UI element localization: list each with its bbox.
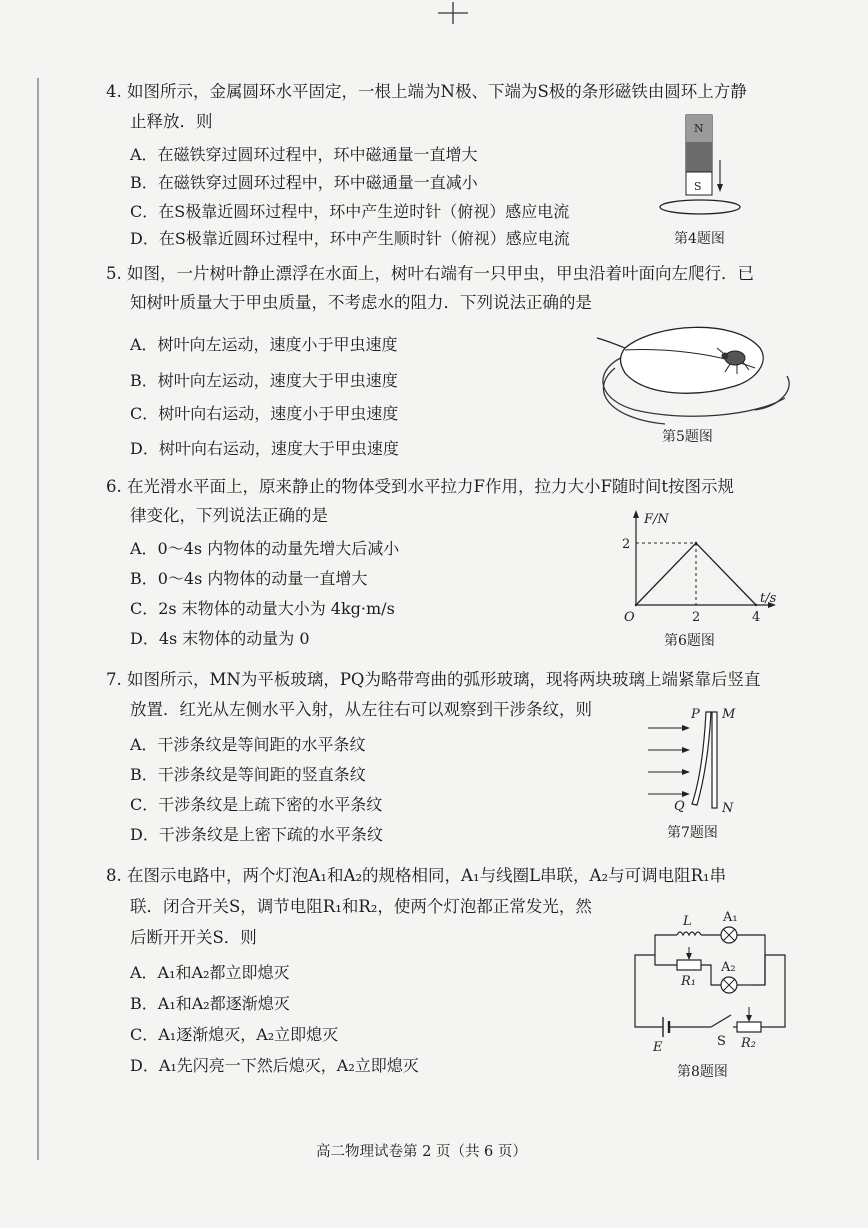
question-4-line-2: 止释放．则	[130, 112, 213, 131]
question-5-option-b: B．树叶向左运动，速度大于甲虫速度	[130, 371, 398, 390]
water-ripple-3	[755, 376, 789, 410]
x-tick-label-1: 4	[752, 610, 761, 625]
figure-7-glass-plates	[640, 700, 760, 820]
question-7-option-b: B．干涉条纹是等间距的竖直条纹	[130, 765, 366, 784]
question-8-option-d: D．A₁先闪亮一下然后熄灭，A₂立即熄灭	[130, 1056, 419, 1075]
leaf-stem	[597, 338, 625, 348]
question-5-line-2: 知树叶质量大于甲虫质量，不考虑水的阻力．下列说法正确的是	[130, 293, 592, 312]
question-4-option-c: C．在S极靠近圆环过程中，环中产生逆时针（俯视）感应电流	[130, 202, 570, 221]
curved-glass-pq	[692, 712, 711, 805]
figure-7-caption: 第7题图	[667, 825, 718, 841]
lamp-a2-icon	[721, 977, 737, 993]
question-8-option-a: A．A₁和A₂都立即熄灭	[130, 963, 290, 982]
figure-8-circuit	[625, 905, 795, 1055]
question-5-option-a: A．树叶向左运动，速度小于甲虫速度	[130, 335, 398, 354]
question-7-line-2: 放置．红光从左侧水平入射，从左往右可以观察到干涉条纹，则	[130, 700, 592, 719]
magnet-dark-band	[686, 142, 712, 172]
question-8-option-c: C．A₁逐渐熄灭，A₂立即熄灭	[130, 1025, 339, 1044]
figure-5-caption: 第5题图	[662, 429, 713, 445]
question-8-line-3: 后断开开关S．则	[130, 928, 257, 947]
page-footer: 高二物理试卷第 2 页（共 6 页）	[316, 1144, 527, 1160]
figure-6-caption: 第6题图	[664, 633, 715, 649]
data-point-0	[635, 604, 637, 606]
question-4-option-a: A．在磁铁穿过圆环过程中，环中磁通量一直增大	[130, 145, 478, 164]
y-tick-label-0: 2	[622, 537, 631, 552]
question-7-option-c: C．干涉条纹是上疏下密的水平条纹	[130, 795, 383, 814]
incident-light-arrows	[648, 725, 690, 797]
question-4-option-b: B．在磁铁穿过圆环过程中，环中磁通量一直减小	[130, 173, 478, 192]
inductor-l	[677, 932, 701, 935]
question-7-option-a: A．干涉条纹是等间距的水平条纹	[130, 735, 366, 754]
label-q: Q	[674, 799, 685, 814]
x-axis-label: t/s	[760, 591, 777, 606]
label-inductor-l: L	[683, 914, 692, 929]
question-8-option-b: B．A₁和A₂都逐渐熄灭	[130, 994, 290, 1013]
label-resistor-r1: R₁	[681, 974, 696, 989]
question-6-option-c: C．2s 末物体的动量大小为 4kg·m/s	[130, 599, 395, 618]
question-4-option-d: D．在S极靠近圆环过程中，环中产生顺时针（俯视）感应电流	[130, 229, 570, 248]
wire-left-outer	[635, 955, 663, 1027]
question-6-line-1: 6. 在光滑水平面上，原来静止的物体受到水平拉力F作用，拉力大小F随时间t按图示规	[106, 477, 735, 496]
resistor-r1	[677, 960, 701, 970]
switch-blade	[711, 1015, 731, 1027]
figure-4-caption: 第4题图	[674, 231, 725, 247]
lamp-a1-icon	[721, 927, 737, 943]
resistor-r2	[737, 1022, 761, 1032]
label-lamp-a2: A₂	[721, 960, 736, 975]
flat-glass-mn	[712, 712, 717, 808]
metal-ring	[660, 200, 740, 214]
question-6-option-a: A．0～4s 内物体的动量先增大后减小	[130, 539, 400, 558]
question-8-line-1: 8. 在图示电路中，两个灯泡A₁和A₂的规格相同，A₁与线圈L串联，A₂与可调电阻R₁串	[106, 866, 727, 885]
figure-4-magnet-ring	[650, 110, 750, 230]
label-switch-s: S	[717, 1034, 726, 1049]
question-5-option-d: D．树叶向右运动，速度大于甲虫速度	[130, 439, 399, 458]
label-n: N	[722, 801, 734, 816]
question-7-option-d: D．干涉条纹是上密下疏的水平条纹	[130, 825, 383, 844]
x-tick-label-0: 2	[692, 610, 701, 625]
magnet-n-label: N	[694, 122, 704, 135]
question-4-line-1: 4. 如图所示，金属圆环水平固定，一根上端为N极、下端为S极的条形磁铁由圆环上方静	[106, 82, 747, 101]
question-6-option-d: D．4s 末物体的动量为 0	[130, 629, 310, 648]
label-lamp-a1: A₁	[723, 910, 738, 925]
y-axis-label: F/N	[644, 512, 669, 527]
label-p: P	[691, 707, 700, 722]
figure-6-force-time-chart	[610, 505, 790, 630]
question-8-line-2: 联．闭合开关S，调节电阻R₁和R₂，使两个灯泡都正常发光，然	[130, 897, 592, 916]
label-battery-e: E	[653, 1040, 663, 1055]
data-point-2	[755, 604, 757, 606]
label-resistor-r2: R₂	[741, 1036, 756, 1051]
question-5-line-1: 5. 如图，一片树叶静止漂浮在水面上，树叶右端有一只甲虫，甲虫沿着叶面向左爬行．已	[106, 264, 754, 283]
figure-5-leaf-beetle	[585, 318, 805, 428]
y-axis-arrow	[633, 510, 639, 518]
origin-label: O	[624, 610, 635, 625]
question-7-line-1: 7. 如图所示，MN为平板玻璃，PQ为略带弯曲的弧形玻璃，现将两块玻璃上端紧靠后竖直	[106, 670, 761, 689]
question-5-option-c: C．树叶向右运动，速度小于甲虫速度	[130, 404, 399, 423]
question-6-line-2: 律变化，下列说法正确的是	[130, 506, 328, 525]
label-m: M	[722, 707, 736, 722]
magnet-s-label: S	[694, 180, 702, 193]
question-6-option-b: B．0～4s 内物体的动量一直增大	[130, 569, 368, 588]
figure-8-caption: 第8题图	[677, 1064, 728, 1080]
